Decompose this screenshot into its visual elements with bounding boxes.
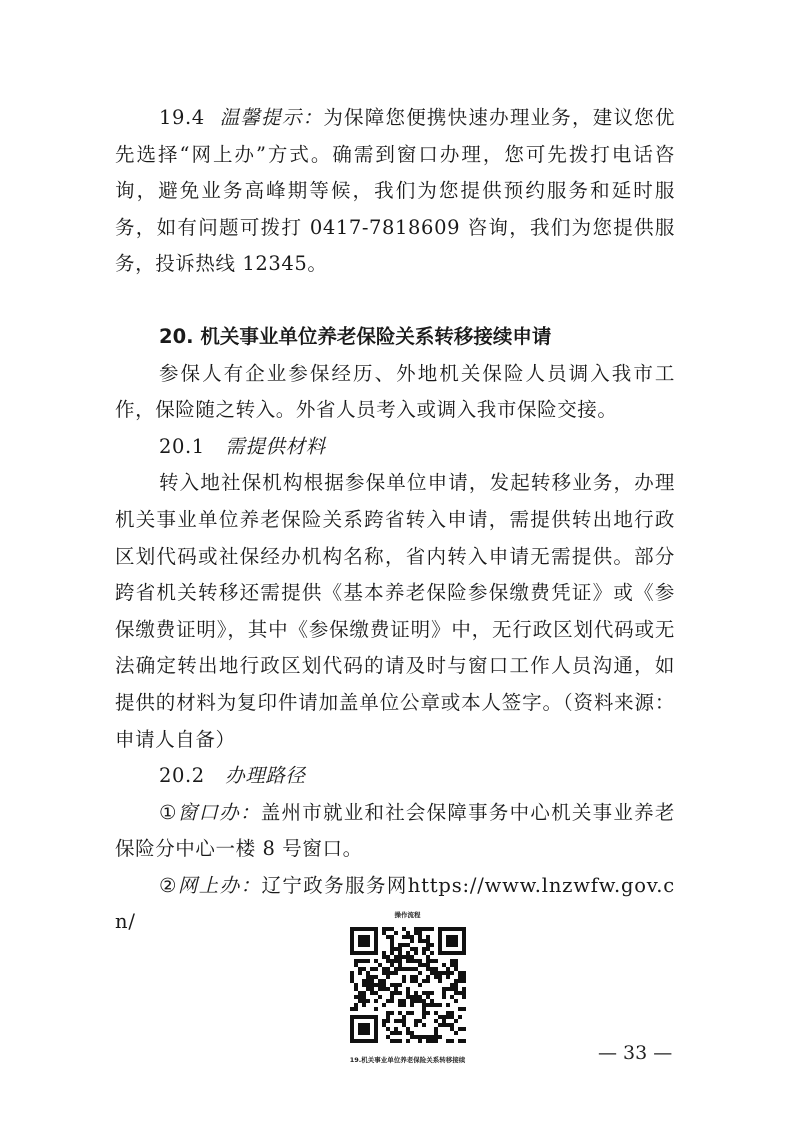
qr-code-icon[interactable] — [350, 927, 466, 1043]
spacer — [115, 283, 675, 319]
section-number-20-2: 20.2 — [159, 764, 205, 788]
section-intro-20: 参保人有企业参保经历、外地机关保险人员调入我市工作，保险随之转入。外省人员考入或调入我市保险交接。 — [115, 361, 675, 422]
section-body-19-4: 为保障您便携快速办理业务，建议您优先选择“网上办”方式。确需到窗口办理，您可先拨打电话咨询，避免业务高峰期等候，我们为您提供预约服务和延时服务，如有问题可拨打 0417-7818609 咨询，我们为您提供服务，投诉热线 12345。 — [115, 106, 675, 276]
page-number: — 33 — — [598, 1042, 673, 1064]
route-online-marker: ② — [159, 873, 178, 897]
section-number-20-1: 20.1 — [159, 434, 205, 458]
subsection-heading-20-1 — [115, 429, 675, 466]
section-heading-20: 20. 机关事业单位养老保险关系转移接续申请 — [159, 324, 552, 348]
section-title-20-2: 办理路径 — [225, 764, 306, 788]
document-body — [115, 100, 675, 941]
route-window — [115, 795, 675, 868]
route-window-text: 盖州市就业和社会保障事务中心机关事业养老保险分中心一楼 8 号窗口。 — [115, 800, 675, 861]
subsection-heading-20-2 — [115, 758, 675, 795]
route-online-label: 网上办： — [177, 873, 262, 897]
qr-block — [340, 910, 475, 1064]
section-title-20-1: 需提供材料 — [225, 434, 326, 458]
section-body-20-1: 转入地社保机构根据参保单位申请，发起转移业务，办理机关事业单位养老保险关系跨省转入申请，需提供转出地行政区划代码或社保经办机构名称，省内转入申请无需提供。部分跨省机关转移还需提供《基本养老保险参保缴费凭证》或《参保缴费证明》，其中《参保缴费证明》中，无行政区划代码或无法确定转出地行政区划代码的请及时与窗口工作人员沟通，如提供的材料为复印件请加盖单位公章或本人签字。（资料来源：申请人自备） — [115, 471, 675, 751]
route-window-label: 窗口办： — [177, 800, 261, 824]
qr-caption: 19.机关事业单位养老保险关系转移接续 — [349, 1056, 466, 1064]
route-window-marker: ① — [159, 800, 178, 824]
section-title-19-4: 温馨提示： — [219, 106, 324, 129]
section-number-19-4: 19.4 — [159, 106, 205, 129]
route-online-link[interactable]: 辽宁政务服务网https://www.lnzwfw.gov.cn/ — [115, 873, 675, 934]
paragraph-19-4 — [115, 100, 675, 283]
qr-title: 操作流程 — [394, 911, 421, 919]
